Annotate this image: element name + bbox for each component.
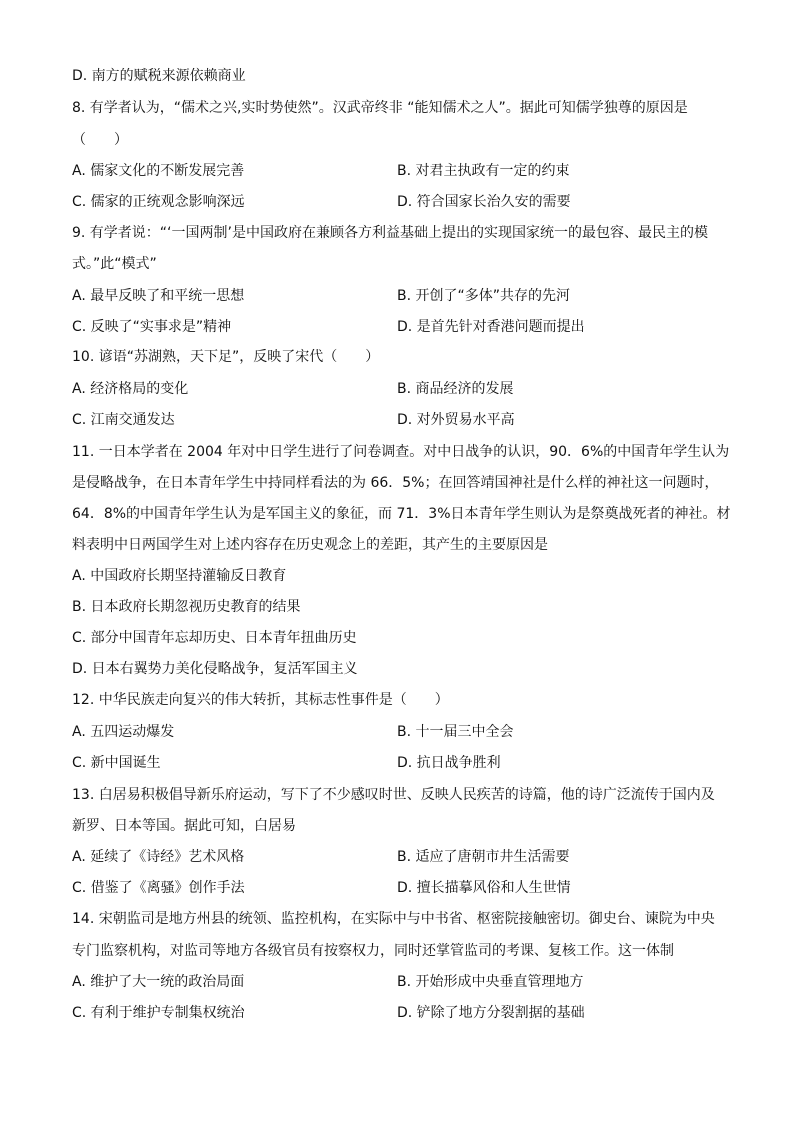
q8-option-b: B. 对君主执政有一定的约束	[397, 163, 570, 179]
q8-option-d: D. 符合国家长治久安的需要	[397, 194, 571, 210]
q8-answer-paren: （ ）	[72, 132, 128, 148]
q14-option-a: A. 维护了大一统的政治局面	[72, 974, 245, 990]
q9-option-a: A. 最早反映了和平统一思想	[72, 288, 245, 304]
q13-stem-line2: 新罗、日本等国。据此可知，白居易	[72, 818, 296, 834]
q13-option-c: C. 借鉴了《离骚》创作手法	[72, 880, 245, 896]
q12-option-c: C. 新中国诞生	[72, 755, 161, 771]
q12-option-d: D. 抗日战争胜利	[397, 755, 501, 771]
q13-stem-line1: 13. 白居易积极倡导新乐府运动，写下了不少感叹时世、反映人民疾苦的诗篇，他的诗广泛流传于国内及	[72, 787, 715, 803]
q9-option-d: D. 是首先针对香港问题而提出	[397, 319, 585, 335]
q14-option-d: D. 铲除了地方分裂割据的基础	[397, 1005, 585, 1021]
q12-option-a: A. 五四运动爆发	[72, 724, 175, 740]
q8-option-c: C. 儒家的正统观念影响深远	[72, 194, 245, 210]
q12-stem: 12. 中华民族走向复兴的伟大转折，其标志性事件是（ ）	[72, 692, 449, 708]
q12-option-b: B. 十一届三中全会	[397, 724, 514, 740]
q10-option-b: B. 商品经济的发展	[397, 381, 514, 397]
q11-option-d: D. 日本右翼势力美化侵略战争，复活军国主义	[72, 661, 358, 677]
q9-option-c: C. 反映了“实事求是”精神	[72, 319, 232, 335]
q10-option-c: C. 江南交通发达	[72, 412, 175, 428]
q11-stem-line3: 64．8%的中国青年学生认为是军国主义的象征，而 71．3%日本青年学生则认为是祭奠战死者的神社。材	[72, 506, 731, 522]
q11-option-b: B. 日本政府长期忽视历史教育的结果	[72, 599, 301, 615]
q9-option-b: B. 开创了“多体”共存的先河	[397, 288, 571, 304]
q10-option-d: D. 对外贸易水平高	[397, 412, 515, 428]
q11-stem-line1: 11. 一日本学者在 2004 年对中日学生进行了问卷调查。对中日战争的认识，90．6%的中国青年学生认为	[72, 444, 730, 460]
q11-option-a: A. 中国政府长期坚持灌输反日教育	[72, 568, 287, 584]
q9-stem-line2: 式。”此“模式”	[72, 256, 157, 272]
q8-option-a: A. 儒家文化的不断发展完善	[72, 163, 245, 179]
q10-stem: 10. 谚语“苏湖熟，天下足”，反映了宋代（ ）	[72, 349, 380, 365]
q11-option-c: C. 部分中国青年忘却历史、日本青年扭曲历史	[72, 630, 357, 646]
q13-option-a: A. 延续了《诗经》艺术风格	[72, 849, 245, 865]
q13-option-d: D. 擅长描摹风俗和人生世情	[397, 880, 571, 896]
q11-stem-line2: 是侵略战争，在日本青年学生中持同样看法的为 66．5%；在回答靖国神社是什么样的神社这一问题时，	[72, 475, 719, 491]
q14-option-b: B. 开始形成中央垂直管理地方	[397, 974, 584, 990]
q7-option-d: D. 南方的赋税来源依赖商业	[72, 68, 246, 84]
q14-stem-line2: 专门监察机构，对监司等地方各级官员有按察权力，同时还掌管监司的考课、复核工作。这一体制	[72, 943, 674, 959]
q11-stem-line4: 料表明中日两国学生对上述内容存在历史观念上的差距，其产生的主要原因是	[72, 537, 548, 553]
q8-stem: 8. 有学者认为，“儒术之兴,实时势使然”。汉武帝终非 “能知儒术之人”。据此可知儒学独尊的原因是	[72, 100, 688, 116]
q14-option-c: C. 有利于维护专制集权统治	[72, 1005, 245, 1021]
q10-option-a: A. 经济格局的变化	[72, 381, 189, 397]
q9-stem-line1: 9. 有学者说：“‘一国两制’是中国政府在兼顾各方利益基础上提出的实现国家统一的最包容、最民主的模	[72, 225, 708, 241]
q14-stem-line1: 14. 宋朝监司是地方州县的统领、监控机构，在实际中与中书省、枢密院接触密切。御史台、谏院为中央	[72, 911, 715, 927]
q13-option-b: B. 适应了唐朝市井生活需要	[397, 849, 570, 865]
